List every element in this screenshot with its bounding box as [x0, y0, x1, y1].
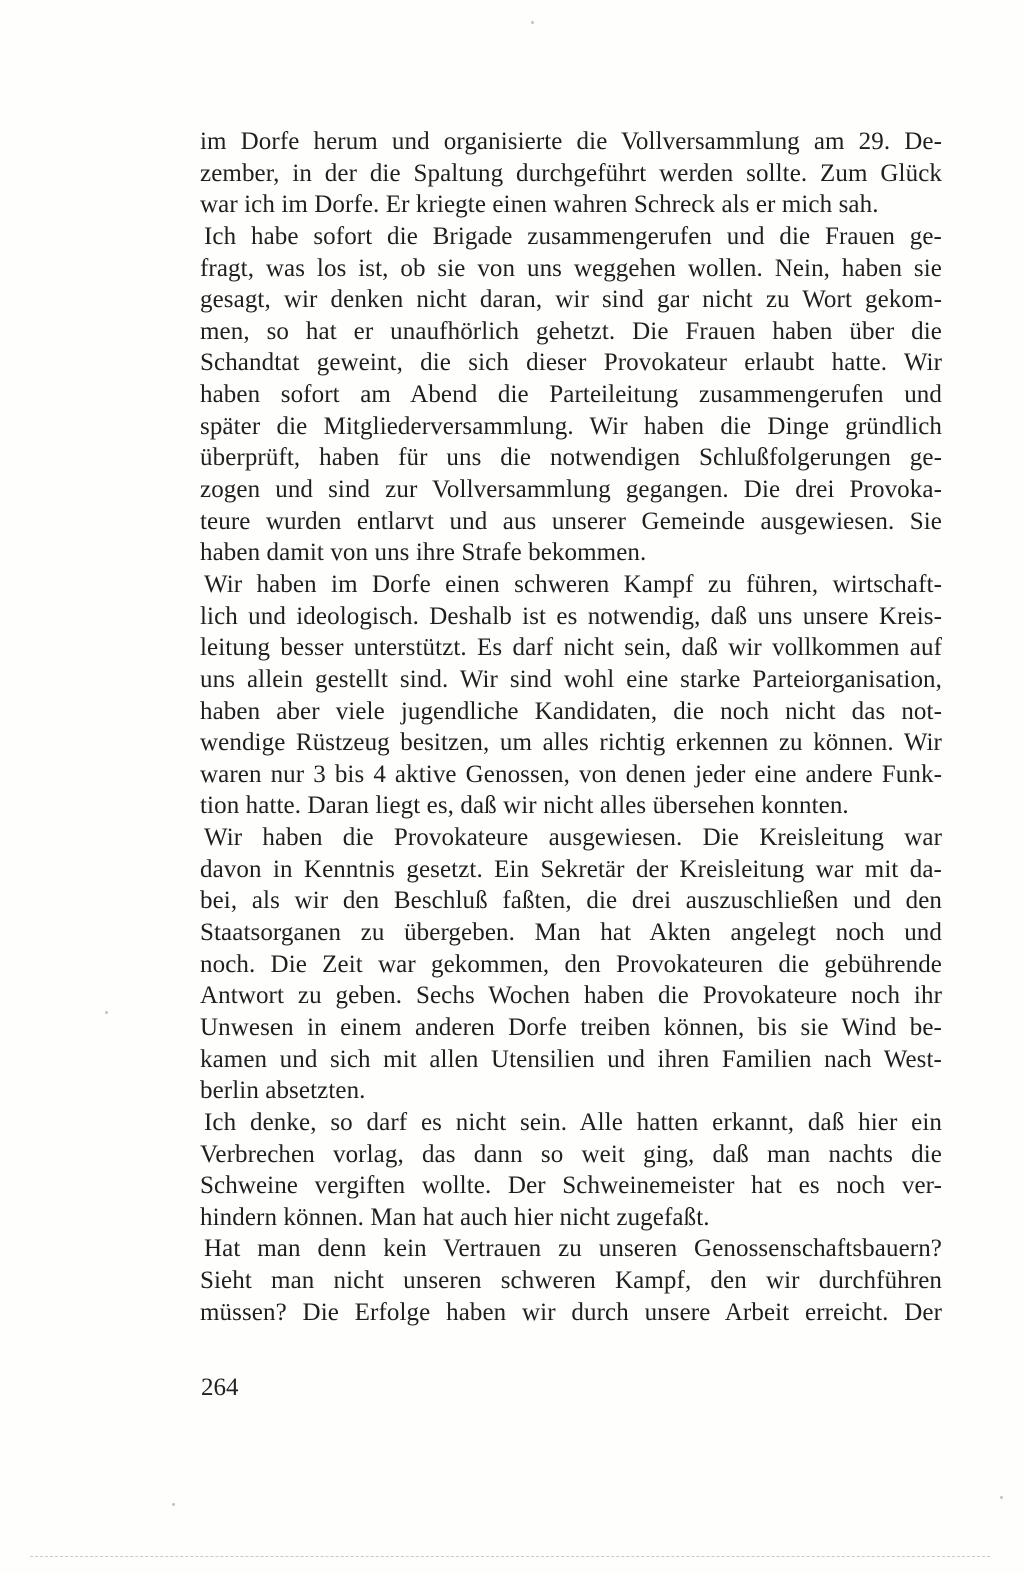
text-line: tion hatte. Daran liegt es, daß wir nicht alles übersehen konnten. — [200, 792, 849, 820]
text-line: teure wurden entlarvt und aus unserer Gemeinde ausgewiesen. Sie — [200, 507, 942, 535]
text-line: Hat man denn kein Vertrauen zu unseren Genossenschaftsbauern? — [204, 1235, 942, 1263]
text-line: zember, in der die Spaltung durchgeführt werden sollte. Zum Glück — [200, 159, 942, 187]
text-line: überprüft, haben für uns die notwendigen Schlußfolgerungen ge- — [200, 444, 942, 472]
text-line: Ich habe sofort die Brigade zusammengerufen und die Frauen ge- — [204, 222, 942, 250]
text-line: Wir haben im Dorfe einen schweren Kampf zu führen, wirtschaft- — [204, 570, 942, 598]
text-line: Antwort zu geben. Sechs Wochen haben die Provokateure noch ihr — [200, 982, 942, 1010]
text-line: hindern können. Man hat auch hier nicht zugefaßt. — [200, 1203, 710, 1231]
text-line: Wir haben die Provokateure ausgewiesen. Die Kreisleitung war — [204, 824, 942, 852]
text-line: davon in Kenntnis gesetzt. Ein Sekretär der Kreisleitung war mit da- — [200, 855, 942, 883]
text-line: gesagt, wir denken nicht daran, wir sind gar nicht zu Wort gekom- — [200, 286, 942, 314]
text-line: wendige Rüstzeug besitzen, um alles richtig erkennen zu können. Wir — [200, 729, 942, 757]
body-text — [200, 126, 942, 1328]
text-line: leitung besser unterstützt. Es darf nicht sein, daß wir vollkommen auf — [200, 634, 942, 662]
text-line: Schweine vergiften wollte. Der Schweinemeister hat es noch ver- — [200, 1172, 942, 1200]
text-line: haben sofort am Abend die Parteileitung zusammengerufen und — [200, 381, 942, 409]
text-line: im Dorfe herum und organisierte die Vollversammlung am 29. De- — [200, 128, 942, 155]
page-number: 264 — [201, 1374, 239, 1401]
text-line: kamen und sich mit allen Utensilien und ihren Familien nach West- — [200, 1045, 942, 1073]
text-line: noch. Die Zeit war gekommen, den Provokateuren die gebührende — [200, 950, 942, 978]
text-line: haben aber viele jugendliche Kandidaten, die noch nicht das not- — [200, 697, 942, 725]
paper-speck — [172, 1503, 175, 1506]
text-line: bei, als wir den Beschluß faßten, die drei auszuschließen und den — [200, 887, 942, 915]
paper-speck — [105, 1011, 108, 1014]
text-line: später die Mitgliederversammlung. Wir haben die Dinge gründlich — [200, 412, 942, 440]
page-edge-shadow — [30, 1556, 990, 1557]
text-line: Verbrechen vorlag, das dann so weit ging, daß man nachts die — [200, 1140, 942, 1168]
text-line: men, so hat er unaufhörlich gehetzt. Die Frauen haben über die — [200, 317, 942, 345]
text-line: Ich denke, so darf es nicht sein. Alle hatten erkannt, daß hier ein — [204, 1108, 942, 1136]
paper-speck — [1000, 1496, 1003, 1499]
text-line: berlin absetzten. — [200, 1077, 366, 1105]
text-line: lich und ideologisch. Deshalb ist es notwendig, daß uns unsere Kreis- — [200, 602, 942, 630]
text-line: zogen und sind zur Vollversammlung gegangen. Die drei Provoka- — [200, 476, 942, 504]
text-line: waren nur 3 bis 4 aktive Genossen, von denen jeder eine andere Funk- — [200, 760, 942, 788]
paper-speck — [531, 21, 534, 24]
text-line: Staatsorganen zu übergeben. Man hat Akten angelegt noch und — [200, 919, 942, 947]
text-line: müssen? Die Erfolge haben wir durch unsere Arbeit erreicht. Der — [200, 1298, 942, 1326]
text-line: Unwesen in einem anderen Dorfe treiben können, bis sie Wind be- — [200, 1013, 942, 1041]
text-line: uns allein gestellt sind. Wir sind wohl eine starke Parteiorganisation, — [200, 665, 942, 693]
text-line: war ich im Dorfe. Er kriegte einen wahren Schreck als er mich sah. — [200, 191, 879, 219]
text-line: haben damit von uns ihre Strafe bekommen. — [200, 539, 647, 567]
text-line: Schandtat geweint, die sich dieser Provokateur erlaubt hatte. Wir — [200, 349, 942, 377]
text-line: fragt, was los ist, ob sie von uns weggehen wollen. Nein, haben sie — [200, 254, 942, 282]
text-line: Sieht man nicht unseren schweren Kampf, den wir durchführen — [200, 1267, 942, 1295]
